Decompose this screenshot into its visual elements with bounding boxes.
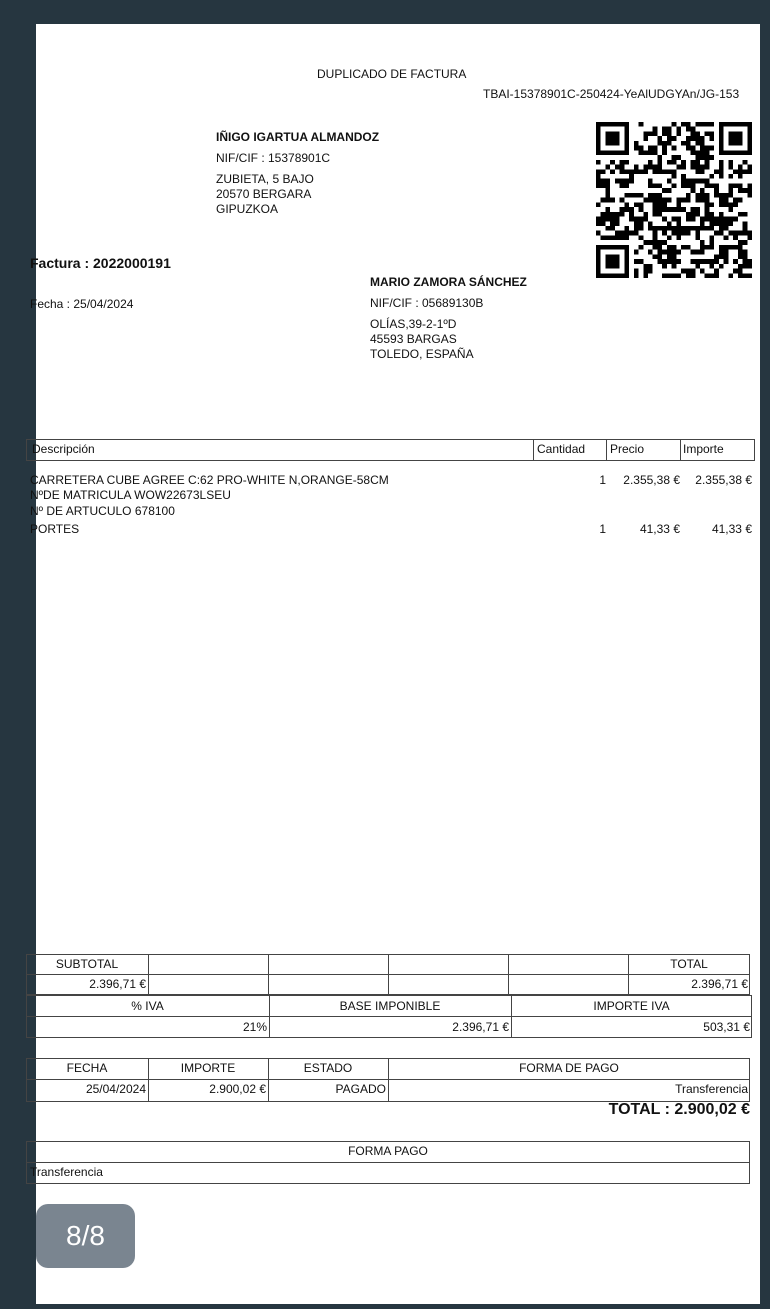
client-address-line: OLÍAS,39-2-1ºD xyxy=(370,317,457,331)
client-name: MARIO ZAMORA SÁNCHEZ xyxy=(370,275,527,289)
invoice-page xyxy=(30,24,760,1304)
payment-method: Transferencia xyxy=(675,1082,748,1096)
column-divider xyxy=(268,954,269,995)
column-divider xyxy=(533,439,534,461)
items-header-row xyxy=(26,439,755,461)
client-address-line: TOLEDO, ESPAÑA xyxy=(370,347,474,361)
total-value: 2.396,71 € xyxy=(691,977,748,991)
item-description: NºDE MATRICULA WOW22673LSEU xyxy=(30,488,231,502)
qr-code-image xyxy=(596,122,752,278)
grand-total: TOTAL : 2.900,02 € xyxy=(608,1101,750,1118)
item-amount: 2.355,38 € xyxy=(695,473,752,487)
item-description: CARRETERA CUBE AGREE C:62 PRO-WHITE N,ORANGE-58CM xyxy=(30,473,389,487)
item-description: Nº DE ARTUCULO 678100 xyxy=(30,504,175,518)
item-description: PORTES xyxy=(30,522,80,536)
item-amount: 41,33 € xyxy=(711,522,752,536)
column-divider xyxy=(680,439,681,461)
payment-status-header: ESTADO xyxy=(303,1061,353,1075)
forma-pago-header: FORMA PAGO xyxy=(348,1144,428,1158)
invoice-date: Fecha : 25/04/2024 xyxy=(30,297,134,311)
row-divider xyxy=(26,1016,752,1017)
header-amount: Importe xyxy=(683,442,724,456)
issuer-address-line: ZUBIETA, 5 BAJO xyxy=(216,172,314,186)
total-label: TOTAL xyxy=(670,957,708,971)
base-imponible-label: BASE IMPONIBLE xyxy=(339,999,441,1013)
payment-method-header: FORMA DE PAGO xyxy=(519,1061,619,1075)
tbai-code: TBAI-15378901C-250424-YeAlUDGYAn/JG-153 xyxy=(483,87,740,101)
subtotal-value: 2.396,71 € xyxy=(89,977,146,991)
item-price: 2.355,38 € xyxy=(623,473,680,487)
payment-amount-header: IMPORTE xyxy=(180,1061,236,1075)
column-divider xyxy=(508,954,509,995)
issuer-nif: NIF/CIF : 15378901C xyxy=(216,151,331,165)
document-title: DUPLICADO DE FACTURA xyxy=(317,67,467,81)
page-indicator: 8/8 xyxy=(36,1204,135,1268)
importe-iva-label: IMPORTE IVA xyxy=(593,999,670,1013)
header-description: Descripción xyxy=(32,442,95,456)
payment-date-header: FECHA xyxy=(66,1061,108,1075)
forma-pago-value: Transferencia xyxy=(30,1165,103,1179)
payment-status: PAGADO xyxy=(335,1082,386,1096)
item-quantity: 1 xyxy=(599,473,606,487)
base-imponible-value: 2.396,71 € xyxy=(452,1020,509,1034)
subtotal-label: SUBTOTAL xyxy=(55,957,119,971)
header-price: Precio xyxy=(610,442,645,456)
issuer-address-line: 20570 BERGARA xyxy=(216,187,312,201)
issuer-name: IÑIGO IGARTUA ALMANDOZ xyxy=(216,130,380,144)
invoice-number: Factura : 2022000191 xyxy=(30,255,171,271)
importe-iva-value: 503,31 € xyxy=(703,1020,750,1034)
column-divider xyxy=(606,439,607,461)
row-divider xyxy=(26,1162,750,1163)
client-nif: NIF/CIF : 05689130B xyxy=(370,296,484,310)
payment-date: 25/04/2024 xyxy=(85,1082,146,1096)
column-divider xyxy=(388,954,389,995)
header-quantity: Cantidad xyxy=(537,442,586,456)
payment-amount: 2.900,02 € xyxy=(209,1082,266,1096)
item-quantity: 1 xyxy=(599,522,606,536)
client-address-line: 45593 BARGAS xyxy=(370,332,457,346)
issuer-address-line: GIPUZKOA xyxy=(216,202,279,216)
item-price: 41,33 € xyxy=(639,522,680,536)
iva-label: % IVA xyxy=(131,999,164,1013)
iva-value: 21% xyxy=(242,1020,267,1034)
column-divider xyxy=(148,954,149,995)
